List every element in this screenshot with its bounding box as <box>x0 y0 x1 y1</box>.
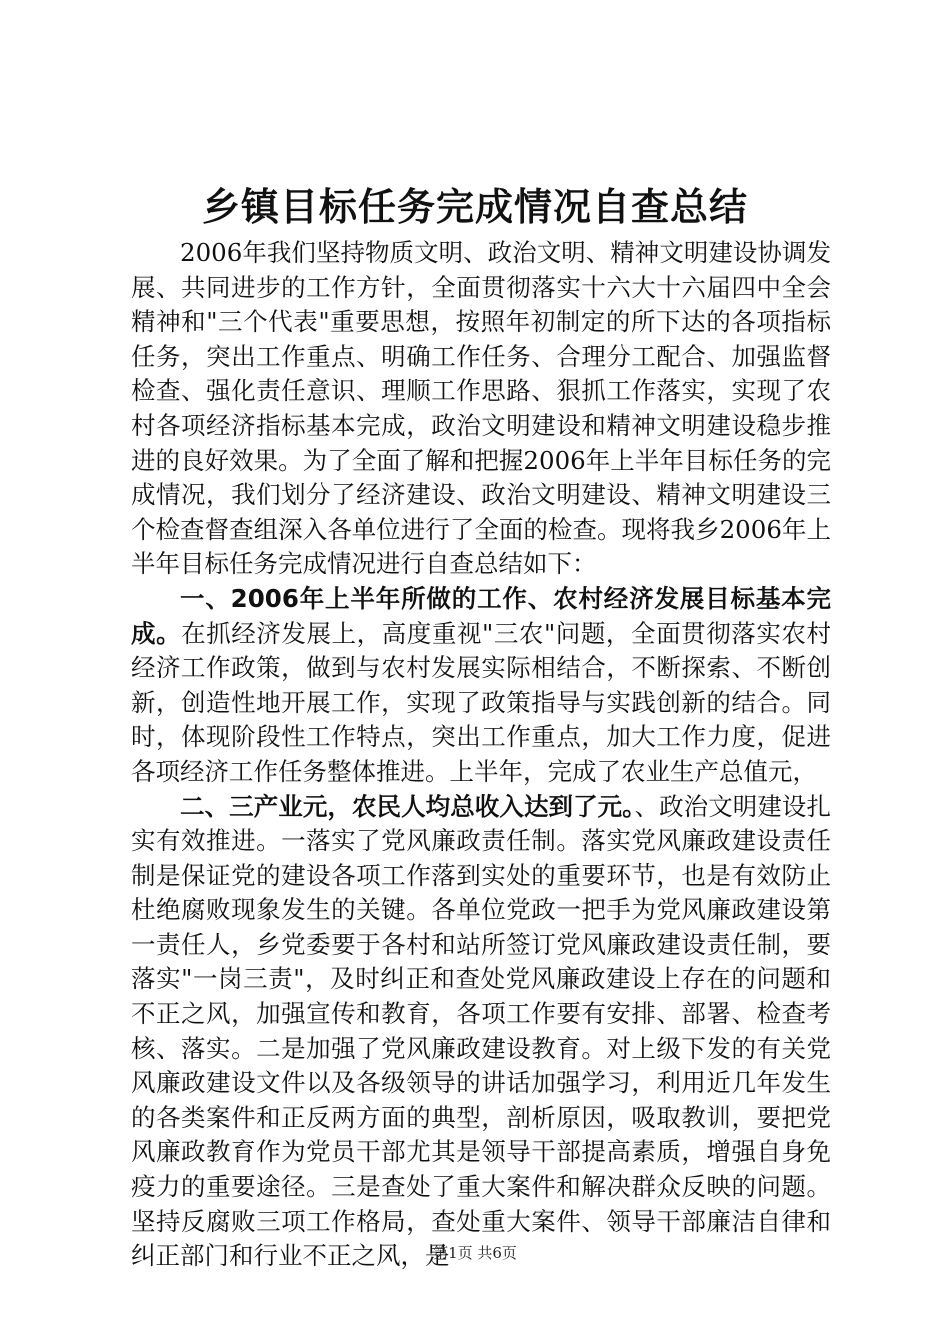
document-title: 乡镇目标任务完成情况自查总结 <box>201 185 748 229</box>
section-one-heading: 一、2006年上半年所做的工作、农村经济发展目标基本完成。 <box>131 583 831 648</box>
section-one-paragraph <box>131 582 831 790</box>
section-two-text: 、政治文明建设扎实有效推进。一落实了党风廉政责任制。落实党风廉政建设责任制是保证党的建设各项工作落到实处的重要环节，也是有效防止杜绝腐败现象发生的关键。各单位党政一把手为党风廉政建设第一责任人，乡党委要于各村和站所签订党风廉政建设责任制，要落实"一岗三责"，及时纠正和查处党风廉政建设上存在的问题和不正之风，加强宣传和教育，各项工作要有安排、部署、检查考核、落实。二是加强了党风廉政建设教育。对上级下发的有关党风廉政建设文件以及各级领导的讲话加强学习，利用近几年发生的各类案件和正反两方面的典型，剖析原因，吸取教训，要把党风廉政教育作为党员干部尤其是领导干部提高素质，增强自身免疫力的重要途径。三是查处了重大案件和解决群众反映的问题。坚持反腐败三项工作格局，查处重大案件、领导干部廉洁自律和纠正部门和行业不正之风，是 <box>131 791 832 1271</box>
document-body <box>131 236 831 1274</box>
section-one-text: 在抓经济发展上，高度重视"三农"问题，全面贯彻落实农村经济工作政策，做到与农村发展实际相结合，不断探索、不断创新，创造性地开展工作，实现了政策指导与实践创新的结合。同时，体现阶段性工作特点，突出工作重点，加大工作力度，促进各项经济工作任务整体推进。上半年，完成了农业生产总值元， <box>131 618 831 786</box>
page-number-footer: 第1页 共6页 <box>433 1244 517 1262</box>
section-two-heading: 二、三产业元，农民人均总收入达到了元。 <box>180 791 635 821</box>
intro-paragraph <box>131 236 831 582</box>
section-two-paragraph <box>131 790 831 1274</box>
intro-paragraph-text: 2006年我们坚持物质文明、政治文明、精神文明建设协调发展、共同进步的工作方针，全面贯彻落实十六大十六届四中全会精神和"三个代表"重要思想，按照年初制定的所下达的各项指标任务，突出工作重点、明确工作任务、合理分工配合、加强监督检查、强化责任意识、理顺工作思路、狠抓工作落实，实现了农村各项经济指标基本完成，政治文明建设和精神文明建设稳步推进的良好效果。为了全面了解和把握2006年上半年目标任务的完成情况，我们划分了经济建设、政治文明建设、精神文明建设三个检查督查组深入各单位进行了全面的检查。现将我乡2006年上半年目标任务完成情况进行自查总结如下： <box>131 238 831 579</box>
